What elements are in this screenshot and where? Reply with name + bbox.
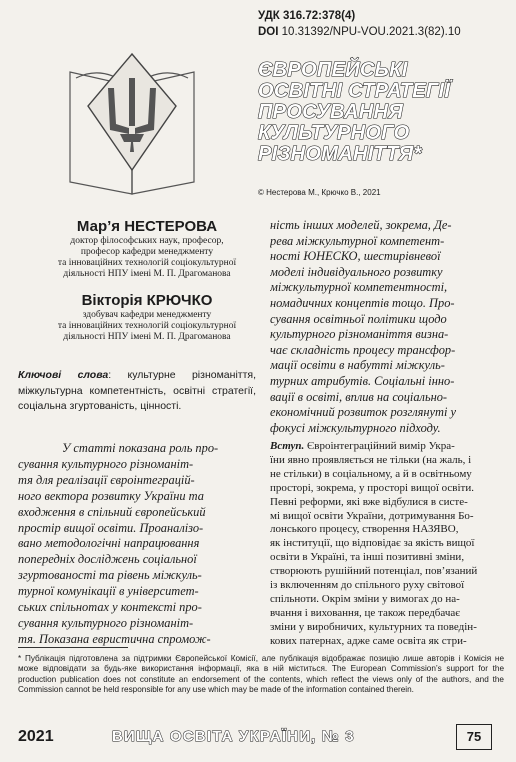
abstract-line: турної комунікації в університет- [18,584,199,599]
abstract-line: мації освіти в набутті міжкуль- [270,358,445,373]
affiliation-line: доктор філософських наук, професор, [70,236,224,246]
keywords-block [18,368,256,415]
abstract-left-column [18,441,256,648]
affiliation-line: та інноваційних технологій соціокультурної [57,258,237,268]
body-line: кових патернах, адже саме освіта як стри- [270,634,467,647]
body-line: створюють рушійний потенціал, пов’язаний [270,565,478,578]
section-lead: Вступ. [270,440,305,452]
abstract-line: У статті показана роль про- [62,441,219,455]
body-line: лонського процесу, створення НАЗЯВО, [270,523,459,536]
body-line: мі вищої освіти України, дотримування Бо- [270,509,474,522]
body-line: як інституції, що відповідає за якість вищої [270,537,475,550]
abstract-line: міжкультурної компетентності, [270,280,448,295]
abstract-line: ських спільнотах у контексті про- [18,600,202,615]
body-line: спільноти. Окрім зміни у вимогах до на- [270,592,460,605]
body-line [270,440,502,454]
body-line-text: Євроінтеграційний вимір Укра- [304,440,455,452]
abstract-line: турних атрибутів. Соціальні інно- [270,373,455,388]
doi-code [258,26,461,38]
abstract-line: економічний розвиток розглянуті у [270,405,456,420]
abstract-line: тя для реалізації євроінтеграцій- [18,472,195,487]
abstract-right-column [270,218,502,436]
abstract-line: входження в спільний європейський [18,504,206,519]
author-affiliation [18,310,276,343]
body-line: не стільки) в соціальному, а й в освітньому [270,467,472,480]
article-title [258,60,488,165]
abstract-line: рева міжкультурної компетент- [270,233,445,248]
abstract-line: сування культурного різноманіт- [18,615,194,630]
copyright-notice: © Нестерова М., Крючко В., 2021 [258,188,381,197]
body-line: Певні реформи, які вже відбулися в систе- [270,495,468,508]
journal-logo-emblem [64,44,200,214]
affiliation-line: діяльності НПУ імені М. П. Драгоманова [63,332,231,342]
abstract-line: фокусі міжкультурного підходу. [270,420,441,435]
doi-label: DOI [258,26,279,38]
abstract-line: ного вектора розвитку України та [18,488,204,503]
abstract-line: культурного різноманіття визна- [270,327,449,342]
abstract-line: ність інших моделей, зокрема, Де- [270,218,452,232]
abstract-line: тя. Показана евристична спромож- [18,631,211,646]
title-line: РІЗНОМАНІТТЯ* [258,143,422,165]
affiliation-line: діяльності НПУ імені М. П. Драгоманова [63,269,231,279]
title-line: КУЛЬТУРНОГО [258,122,410,144]
body-line: із включенням до спільного руху світової [270,579,465,592]
title-line: ПРОСУВАННЯ [258,101,404,123]
udk-code: УДК 316.72:378(4) [258,10,356,22]
affiliation-line: професор кафедри менеджменту [80,247,214,257]
abstract-line: моделі індивідуального розвитку [270,264,443,279]
body-line: просторі, зокрема, у просторі вищої освіти. [270,481,475,494]
abstract-line: ності ЮНЕСКО, шестирівневої [270,249,441,264]
abstract-line: вації в освіті, вплив на соціально- [270,389,448,404]
introduction-text [270,440,502,649]
title-line: ОСВІТНІ СТРАТЕГІЇ [258,80,451,102]
abstract-line: сування культурного різноманіт- [18,456,194,471]
footnote-divider [18,647,128,648]
body-line: їни явно проявляється не тільки (на жаль, і [270,453,472,466]
footnote-text: * Публікація підготовлена за підтримки Європейської Комісії, але публікація відображає позицію лише авторів і Комісія не може відповідати за будь-яке використання інформації, яка в ній міститься. The European Commission’s support for the production publication does not constitute an endorsement of the contents, which reflect the views only of the authors, and the Commission cannot be held responsible for any use which may be made of the information contained therein. [18,654,504,695]
abstract-line: сування освітньої політики щодо [270,311,447,326]
abstract-line: вано методологічні напрацювання [18,536,200,551]
footer-year: 2021 [18,728,54,745]
title-line: ЄВРОПЕЙСЬКІ [258,59,408,81]
abstract-line: попередніх досліджень соціальної [18,552,197,567]
page-number: 75 [456,724,492,750]
footer-journal-title: ВИЩА ОСВІТА УКРАЇНИ, № 3 [112,728,355,745]
body-line: освіти в Україні, та інші позитивні зміни, [270,551,465,564]
abstract-line: номадичних концептів тощо. Про- [270,295,455,310]
body-line: зміни у виробничих, культурних та поведін- [270,620,477,633]
keywords-label: Ключові слова [18,369,109,381]
abstract-line: простір вищої освіти. Проаналізо- [18,520,204,535]
author-name: Вікторія КРЮЧКО [81,292,213,309]
author-name: Мар’я НЕСТЕРОВА [76,218,218,235]
doi-value: 10.31392/NPU-VOU.2021.3(82).10 [278,26,461,38]
author-affiliation [18,236,276,280]
abstract-line: чає складність процесу трансфор- [270,342,456,357]
abstract-line: згуртованості та рівень міжкуль- [18,568,202,583]
affiliation-line: здобувач кафедри менеджменту [82,310,212,320]
keywords-text: : культурне різноманіття, міжкультурна компетентність, освітні стратегії, соціальна згуртованість, цінності. [18,369,256,412]
body-line: вчання і виховання, це також передбачає [270,606,460,619]
affiliation-line: та інноваційних технологій соціокультурної [57,321,237,331]
